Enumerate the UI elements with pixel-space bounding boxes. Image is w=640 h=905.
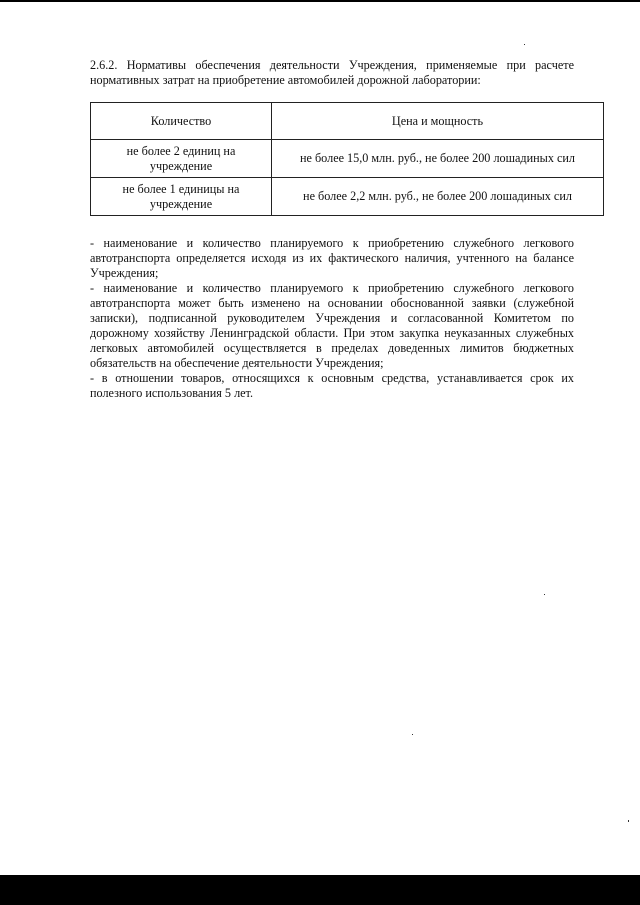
- paragraph: - наименование и количество планируемого к приобретению служебного легкового автотранспорта может быть изменено на основании обоснованной заявки (служебной записки), подписанной руководителем Учреждения и согласованной Комитетом по дорожному хозяйству Ленинградской области. При этом закупка неуказанных служебных легковых автомобилей осуществляется в пределах доведенных лимитов бюджетных обязательств на обеспечение деятельности Учреждения;: [90, 281, 574, 370]
- paragraph: - наименование и количество планируемого к приобретению служебного легкового автотранспорта определяется исходя из их фактического наличия, учтенного на балансе Учреждения;: [90, 236, 574, 280]
- scan-speck: [412, 734, 413, 735]
- body-text: [90, 236, 574, 401]
- header-price-power: Цена и мощность: [272, 103, 604, 140]
- cell-price-power: не более 15,0 млн. руб., не более 200 лошадиных сил: [272, 140, 604, 178]
- norms-table: [90, 102, 604, 216]
- scan-speck: [524, 44, 525, 45]
- paragraph: - в отношении товаров, относящихся к основным средства, устанавливается срок их полезного использования 5 лет.: [90, 371, 574, 400]
- table-row: [91, 178, 604, 216]
- cell-price-power: не более 2,2 млн. руб., не более 200 лошадиных сил: [272, 178, 604, 216]
- cell-quantity: не более 1 единицы на учреждение: [91, 178, 272, 216]
- section-heading: 2.6.2. Нормативы обеспечения деятельности Учреждения, применяемые при расчете нормативных затрат на приобретение автомобилей дорожной лаборатории:: [90, 58, 574, 87]
- table-header-row: [91, 103, 604, 140]
- scan-edge-bottom: [0, 875, 640, 905]
- scan-edge-top: [0, 0, 640, 2]
- scan-speck: [628, 820, 629, 822]
- header-quantity: Количество: [91, 103, 272, 140]
- cell-quantity: не более 2 единиц на учреждение: [91, 140, 272, 178]
- table-row: [91, 140, 604, 178]
- scan-speck: [544, 594, 545, 595]
